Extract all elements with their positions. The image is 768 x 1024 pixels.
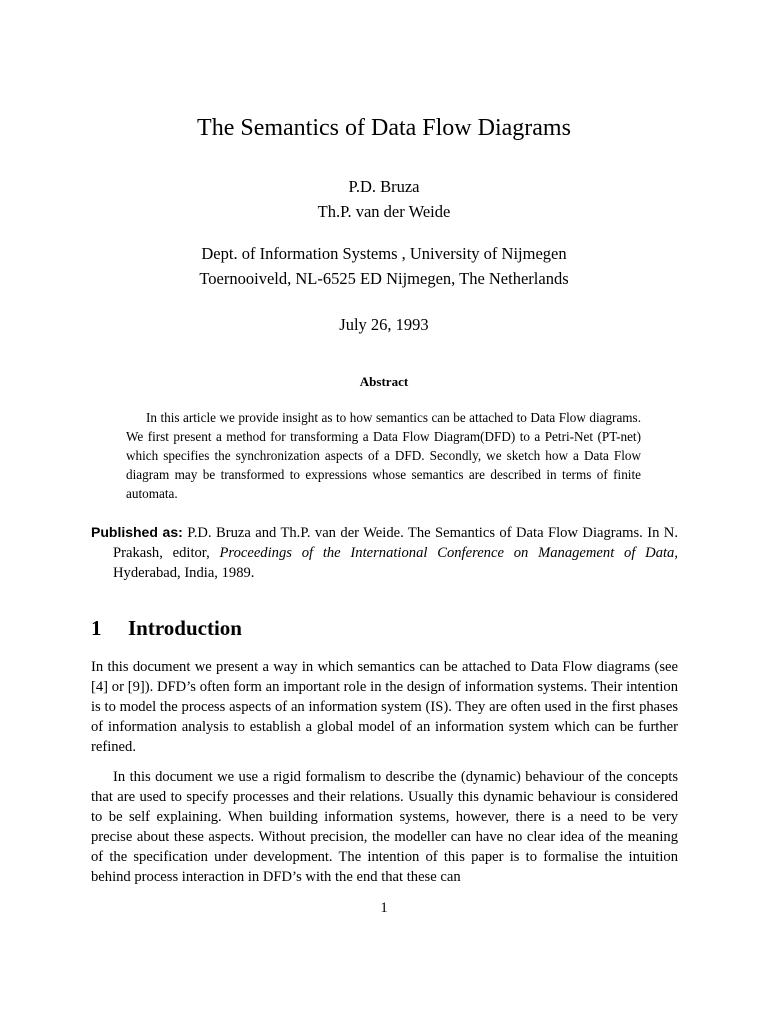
author-name: Th.P. van der Weide: [317, 202, 451, 221]
body-paragraph: In this document we present a way in which semantics can be attached to Data Flow diagrams (see [4] or [9]). DFD’s often form an important role in the design of information systems. Their intention is to model the process aspects of an information system (IS). They are often used in the first phases of information analysis to establish a global model of an information system which can be further refined.: [91, 659, 678, 755]
publication-note: [91, 522, 678, 583]
paper-date: July 26, 1993: [339, 315, 429, 334]
abstract-heading: Abstract: [359, 374, 409, 389]
affiliation: [0, 241, 768, 291]
section-title: Introduction: [128, 616, 242, 640]
author-name: P.D. Bruza: [348, 177, 420, 196]
affiliation-line: Toernooiveld, NL-6525 ED Nijmegen, The Netherlands: [199, 269, 569, 288]
publication-location: , Hyderabad, India, 1989.: [113, 545, 678, 581]
page-number: 1: [380, 900, 388, 916]
paper-title: The Semantics of Data Flow Diagrams: [197, 115, 571, 141]
section-heading: [91, 614, 678, 642]
affiliation-line: Dept. of Information Systems , University of Nijmegen: [201, 244, 567, 263]
publication-citation: P.D. Bruza and Th.P. van der Weide. The Semantics of Data Flow Diagrams. In N. Prakash, editor,: [113, 525, 678, 561]
section-number: 1: [91, 616, 102, 640]
publication-venue: Proceedings of the International Conference on Management of Data: [219, 545, 675, 561]
body-paragraph: In this document we use a rigid formalism to describe the (dynamic) behaviour of the concepts that are used to specify processes and their relations. Usually this dynamic behaviour is considered to be self explaining. When building information systems, however, there is a need to be very precise about these aspects. Without precision, the modeller can have no clear idea of the meaning of the specification under development. The intention of this paper is to formalise the intuition behind process interaction in DFD’s with the end that these can: [91, 769, 678, 885]
abstract-text: In this article we provide insight as to how semantics can be attached to Data Flow diagrams. We first present a method for transforming a Data Flow Diagram(DFD) to a Petri-Net (PT-net) which specifies the synchronization aspects of a DFD. Secondly, we sketch how a Data Flow diagram may be transformed to expressions whose semantics are described in terms of finite automata.: [126, 410, 641, 501]
author-list: [0, 174, 768, 224]
publication-label: Published as:: [91, 524, 183, 540]
